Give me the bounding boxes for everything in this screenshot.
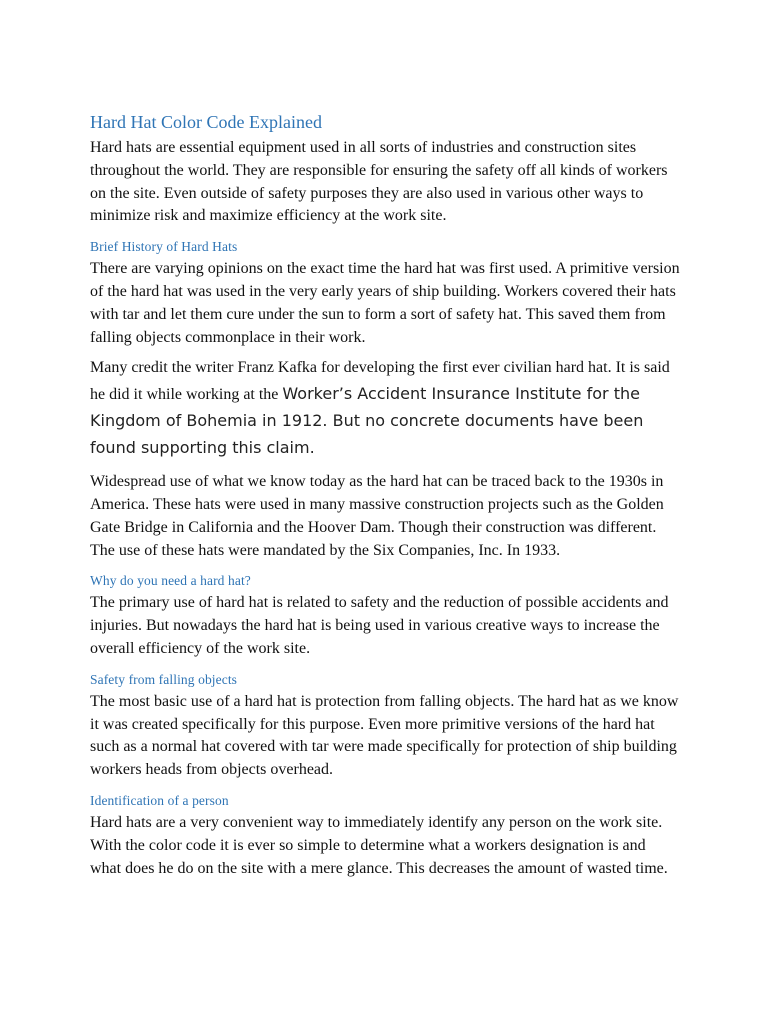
intro-paragraph: Hard hats are essential equipment used in all sorts of industries and construction sites throughout the world. They are responsible for ensuring the safety off all kinds of workers on the site. Even outside of safety purposes they are also used in various other ways to minimize risk and maximize efficiency at the work site. — [90, 139, 668, 225]
history-paragraph-2 — [90, 357, 680, 461]
why-paragraph: The primary use of hard hat is related to safety and the reduction of possible accidents and injuries. But nowadays the hard hat is being used in various creative ways to increase the overall efficiency of the work site. — [90, 594, 669, 657]
history-paragraph-1: There are varying opinions on the exact time the hard hat was first used. A primitive version of the hard hat was used in the very early years of ship building. Workers covered their hats with tar and let them cure under the sun to form a sort of safety hat. This saved them from falling objects commonplace in their work. — [90, 260, 680, 346]
document-title: Hard Hat Color Code Explained — [90, 112, 322, 132]
history-heading: Brief History of Hard Hats — [90, 239, 238, 255]
history-paragraph-2-serif: Many credit the writer Franz Kafka for developing the first ever civilian hard hat. It is said he did it while working at the — [90, 359, 670, 404]
history-paragraph-2-sans: Worker’s Accident Insurance Institute for the Kingdom of Bohemia in 1912. But no concrete documents have been found supporting this claim. — [90, 384, 644, 458]
identification-paragraph: Hard hats are a very convenient way to immediately identify any person on the work site. With the color code it is ever so simple to determine what a workers designation is and what does he do on the site with a mere glance. This decreases the amount of wasted time. — [90, 813, 668, 877]
history-paragraph-3: Widespread use of what we know today as the hard hat can be traced back to the 1930s in America. These hats were used in many massive construction projects such as the Golden Gate Bridge in California and the Hoover Dam. Though their construction was different. The use of these hats were mandated by the Six Companies, Inc. In 1933. — [90, 473, 664, 559]
document-page — [90, 110, 680, 880]
why-heading: Why do you need a hard hat? — [90, 573, 251, 589]
falling-paragraph: The most basic use of a hard hat is protection from falling objects. The hard hat as we know it was created specifically for this purpose. Even more primitive versions of the hard hat such as a normal hat covered with tar were made specifically for protection of ship building workers heads from objects overhead. — [90, 692, 679, 779]
falling-heading: Safety from falling objects — [90, 671, 238, 687]
identification-heading: Identification of a person — [90, 792, 229, 808]
